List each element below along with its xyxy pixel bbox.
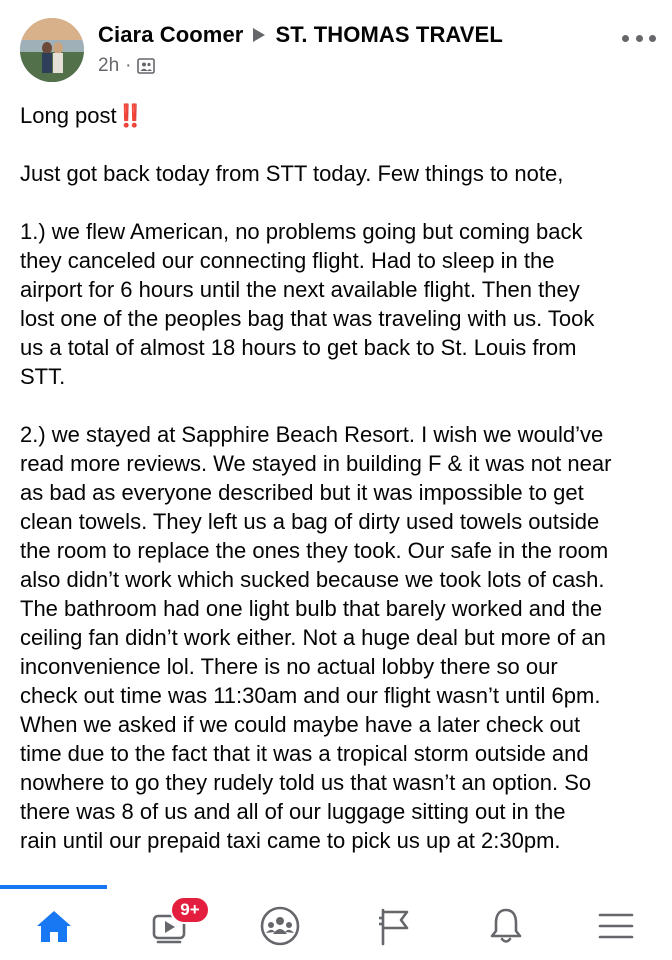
post-timestamp[interactable]: 2h	[98, 55, 120, 76]
tab-groups[interactable]	[250, 899, 310, 953]
post-body	[20, 101, 660, 855]
post-intro-text: Long post	[20, 103, 117, 128]
post-header	[0, 0, 672, 92]
groups-icon	[258, 904, 302, 948]
tab-menu[interactable]	[586, 899, 646, 953]
bottom-tab-bar	[0, 885, 672, 960]
post-paragraph-1: 1.) we flew American, no problems going but coming back they canceled our connecting flight. Had to sleep in the airport for 6 hours until the next available flight. Then they lost one of the peoples bag that was traveling with us. Took us a total of almost 18 hours to get back to St. Louis from STT.	[20, 219, 595, 389]
tab-pages[interactable]	[364, 899, 424, 953]
more-options-icon[interactable]	[622, 30, 656, 46]
post-author-line	[98, 22, 503, 48]
pages-flag-icon	[374, 904, 414, 948]
watch-notification-badge: 9+	[170, 896, 210, 924]
home-icon	[34, 906, 74, 946]
post-line2: Just got back today from STT today. Few things to note,	[20, 161, 564, 186]
post-intro	[20, 101, 660, 130]
author-name[interactable]: Ciara Coomer	[98, 22, 244, 47]
menu-icon	[596, 906, 636, 946]
meta-separator: ·	[125, 55, 132, 76]
post-meta	[98, 55, 155, 77]
double-exclamation-emoji: ‼️	[116, 103, 143, 128]
post-paragraph-2: 2.) we stayed at Sapphire Beach Resort. I wish we would’ve read more reviews. We stayed in building F & it was not near as bad as everyone described but it was impossible to get clean towels. They left us a bag of dirty used towels outside the room to replace the ones they took. Our safe in the room also didn’t work which sucked because we took lots of cash. The bathroom had one light bulb that barely worked and the ceiling fan didn’t work either. Not a huge deal but more of an inconvenience lol. There is no actual lobby there so our check out time was 11:30am and our flight wasn’t until 6pm. When we asked if we could maybe have a later check out time due to the fact that it was a tropical storm outside and nowhere to go they rudely told us that wasn’t an option. So there was 8 of us and all of our luggage sitting out in the rain until our prepaid taxi came to pick us up at 2:30pm.	[20, 422, 612, 853]
tab-home[interactable]	[24, 899, 84, 953]
group-name[interactable]: ST. THOMAS TRAVEL	[275, 22, 503, 47]
notifications-bell-icon	[486, 904, 526, 948]
avatar-photo	[20, 18, 84, 82]
members-icon	[137, 57, 155, 75]
active-tab-indicator	[0, 885, 107, 889]
avatar[interactable]	[20, 18, 84, 82]
shared-to-arrow-icon	[253, 28, 265, 42]
tab-notifications[interactable]	[476, 899, 536, 953]
